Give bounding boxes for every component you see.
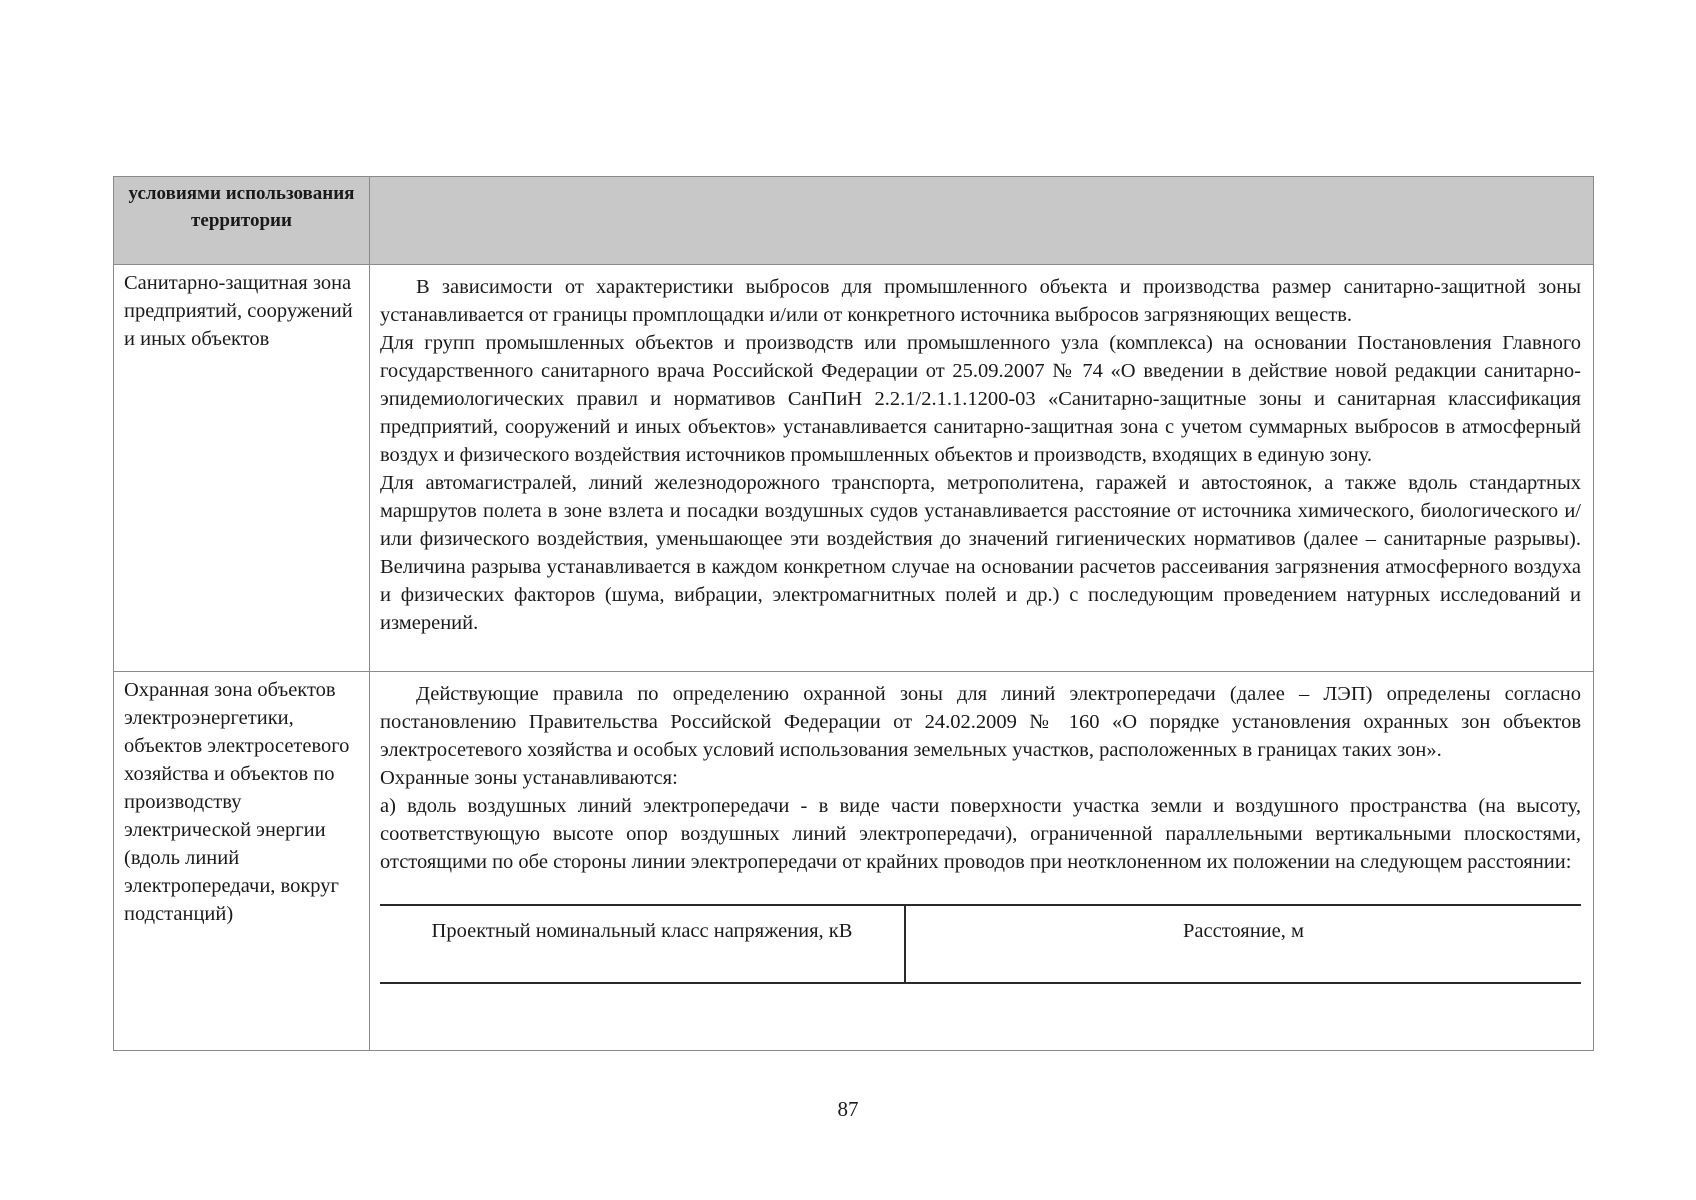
voltage-distance-table: [380, 904, 1581, 984]
table-row: [114, 672, 1594, 1051]
zone-name-cell: Охранная зона объектов электроэнергетики, объектов электросетевого хозяйства и объектов по производству электрической энергии (вдоль линий электропередачи, вокруг подстанций): [114, 672, 370, 1051]
zone-name-cell: Санитарно-защитная зона предприятий, сооружений и иных объектов: [114, 265, 370, 672]
paragraph: В зависимости от характеристики выбросов для промышленного объекта и производства размер санитарно-защитной зоны устанавливается от границы промплощадки и/или от конкретного источника выбросов загрязняющих веществ.: [380, 276, 1581, 326]
voltage-class-header: Проектный номинальный класс напряжения, кВ: [380, 905, 905, 983]
paragraph: Действующие правила по определению охранной зоны для линий электропередачи (далее – ЛЭП) определены согласно постановлению Правительства Российской Федерации от 24.02.2009 № 160 «О порядке установления охранных зон объектов электросетевого хозяйства и особых условий использования земельных участков, расположенных в границах таких зон».: [380, 683, 1581, 761]
distance-header: Расстояние, м: [905, 905, 1581, 983]
page-number: 87: [837, 1097, 859, 1121]
header-right-cell: [370, 177, 1594, 265]
zone-description-cell: [370, 265, 1594, 672]
table-row: [114, 265, 1594, 672]
inner-table-header-row: [380, 905, 1581, 983]
paragraph: Охранные зоны устанавливаются:: [380, 767, 678, 789]
header-left-cell: условиями использования территории: [114, 177, 370, 265]
table-header-row: [114, 177, 1594, 265]
zone-description-cell: [370, 672, 1594, 1051]
zones-table: [113, 176, 1594, 1051]
paragraph: а) вдоль воздушных линий электропередачи - в виде части поверхности участка земли и воздушного пространства (на высоту, соответствующую высоте опор воздушных линий электропередачи), ограниченной параллельными вертикальными плоскостями, отстоящими по обе стороны линии электропередачи от крайних проводов при неотклоненном их положении на следующем расстоянии:: [380, 795, 1581, 873]
paragraph: Для автомагистралей, линий железнодорожного транспорта, метрополитена, гаражей и автостоянок, а также вдоль стандартных маршрутов полета в зоне взлета и посадки воздушных судов устанавливается расстояние от источника химического, биологического и/или физического воздействия, уменьшающее эти воздействия до значений гигиенических нормативов (далее – санитарные разрывы). Величина разрыва устанавливается в каждом конкретном случае на основании расчетов рассеивания загрязнения атмосферного воздуха и физических факторов (шума, вибрации, электромагнитных полей и др.) с последующим проведением натурных исследований и измерений.: [380, 472, 1581, 634]
paragraph: Для групп промышленных объектов и производств или промышленного узла (комплекса) на основании Постановления Главного государственного санитарного врача Российской Федерации от 25.09.2007 № 74 «О введении в действие новой редакции санитарно-эпидемиологических правил и нормативов СанПиН 2.2.1/2.1.1.1200-03 «Санитарно-защитные зоны и санитарная классификация предприятий, сооружений и иных объектов» устанавливается санитарно-защитная зона с учетом суммарных выбросов в атмосферный воздух и физического воздействия источников промышленных объектов и производств, входящих в единую зону.: [380, 332, 1581, 466]
